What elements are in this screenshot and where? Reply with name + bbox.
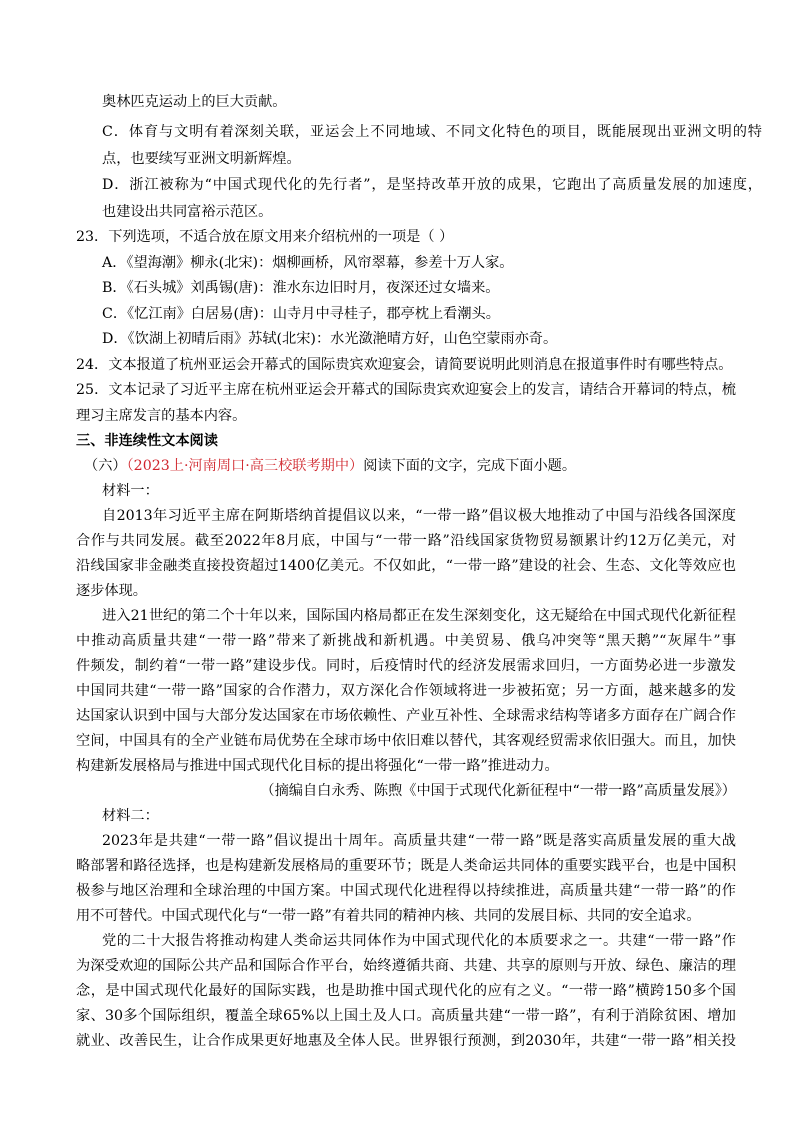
q22-option-c-line1: C．体育与文明有着深刻关联，亚运会上不同地域、不同文化特色的项目，既能展现出亚洲文明的特 — [102, 124, 762, 140]
question-25-line2: 理习主席发言的基本内容。 — [76, 408, 247, 424]
m2-paragraph-line: 2023年是共建“一带一路”倡议提出十周年。高质量共建“一带一路”既是落实高质量发展的重大战 — [102, 833, 736, 849]
q23-option-d: D．《饮湖上初晴后雨》苏轼(北宋)：水光潋滟晴方好，山色空蒙雨亦奇。 — [102, 331, 558, 347]
subsection-instruction: 阅读下面的文字，完成下面小题。 — [363, 458, 577, 474]
q23-option-b: B．《石头城》刘禹锡(唐)：淮水东边旧时月，夜深还过女墙来。 — [102, 280, 500, 296]
q22-option-c-line2: 点，也要续写亚洲文明新辉煌。 — [102, 151, 301, 167]
m1-paragraph-line: 达国家认识到中国与大部分发达国家在市场依赖性、产业互补性、全球需求结构等诸多方面存在广阔合作 — [76, 708, 736, 724]
q22-option-d-line1: D．浙江被称为“中国式现代化的先行者”，是坚持改革开放的成果，它跑出了高质量发展的加速度， — [102, 177, 762, 193]
q22-option-d-line2: 也建设出共同富裕示范区。 — [102, 204, 273, 220]
question-23: 23．下列选项，不适合放在原文用来介绍杭州的一项是（ ） — [76, 229, 454, 245]
material-1-citation: （摘编自白永秀、陈煦《中国于式现代化新征程中“一带一路”高质量发展》） — [260, 783, 736, 799]
material-1-label: 材料一： — [102, 483, 159, 499]
m2-paragraph-line: 为深受欢迎的国际公共产品和国际合作平台，始终遵循共商、共建、共享的原则与开放、绿色、廉洁的理 — [76, 958, 736, 974]
m2-paragraph-line: 念，是中国式现代化最好的国际实践，也是助推中国式现代化的应有之义。“一带一路”横跨150多个国 — [76, 983, 736, 999]
m1-paragraph-line: 构建新发展格局与推进中国式现代化目标的提出将强化“一带一路”推进动力。 — [76, 758, 559, 774]
m2-paragraph-line: 党的二十大报告将推动构建人类命运共同体作为中国式现代化的本质要求之一。共建“一带一路”作 — [102, 933, 736, 949]
question-25-line1: 25．文本记录了习近平主席在杭州亚运会开幕式的国际贵宾欢迎宴会上的发言，请结合开幕词的特点，梳 — [76, 382, 736, 398]
m1-paragraph-line: 自2013年习近平主席在阿斯塔纳首提倡议以来，“一带一路”倡议极大地推动了中国与沿线各国深度 — [102, 508, 736, 524]
m1-paragraph-line: 中推动高质量共建“一带一路”带来了新挑战和新机遇。中美贸易、俄乌冲突等“黑天鹅”“灰犀牛”事 — [76, 633, 736, 649]
subsection-line — [84, 456, 744, 476]
m1-paragraph-line: 空间，中国具有的全产业链布局优势在全球市场中依旧难以替代，其客观经贸需求依旧强大。而且，加快 — [76, 733, 736, 749]
m2-paragraph-line: 略部署和路径选择，也是构建新发展格局的重要环节；既是人类命运共同体的重要实践平台，也是中国积 — [76, 858, 736, 874]
m2-paragraph-line: 用不可替代。中国式现代化与“一带一路”有着共同的精神内核、共同的发展目标、共同的安全追求。 — [76, 908, 701, 924]
m1-paragraph-line: 件频发，制约着“一带一路”建设步伐。同时，后疫情时代的经济发展需求回归，一方面势必进一步激发 — [76, 658, 736, 674]
q23-option-a: A．《望海潮》柳永(北宋)：烟柳画桥，风帘翠幕，参差十万人家。 — [102, 255, 514, 271]
q22-option-b-tail: 奥林匹克运动上的巨大贡献。 — [102, 94, 287, 110]
m1-paragraph-line: 沿线国家非金融类直接投资超过1400亿美元。不仅如此，“一带一路”建设的社会、生态、文化等效应也 — [76, 558, 736, 574]
m2-paragraph-line: 就业、改善民生，让合作成果更好地惠及全体人民。世界银行预测，到2030年，共建“一带一路”相关投 — [76, 1033, 736, 1049]
m1-paragraph-line: 合作与共同发展。截至2022年8月底，中国与“一带一路”沿线国家货物贸易额累计约12万亿美元，对 — [76, 533, 736, 549]
m2-paragraph-line: 极参与地区治理和全球治理的中国方案。中国式现代化进程得以持续推进，高质量共建“一带一路”的作 — [76, 883, 736, 899]
subsection-source: （2023上·河南周口·高三校联考期中） — [126, 458, 364, 474]
m1-paragraph-line: 中国同共建“一带一路”国家的合作潜力，双方深化合作领域将进一步被拓宽；另一方面，越来越多的发 — [76, 683, 736, 699]
m2-paragraph-line: 家、30多个国际组织，覆盖全球65%以上国土及人口。高质量共建“一带一路”，有利于消除贫困、增加 — [76, 1008, 736, 1024]
material-2-label: 材料二： — [102, 808, 159, 824]
m1-paragraph-line: 进入21世纪的第二个十年以来，国际国内格局都正在发生深刻变化，这无疑给在中国式现代化新征程 — [102, 608, 736, 624]
section-heading: 三、非连续性文本阅读 — [76, 433, 218, 449]
subsection-number: （六） — [84, 458, 127, 474]
m1-paragraph-line: 逐步体现。 — [76, 583, 147, 599]
question-24: 24．文本报道了杭州亚运会开幕式的国际贵宾欢迎宴会，请简要说明此则消息在报道事件时有哪些特点。 — [76, 357, 733, 373]
q23-option-c: C．《忆江南》白居易(唐)：山寺月中寻桂子，郡亭枕上看潮头。 — [102, 306, 500, 322]
